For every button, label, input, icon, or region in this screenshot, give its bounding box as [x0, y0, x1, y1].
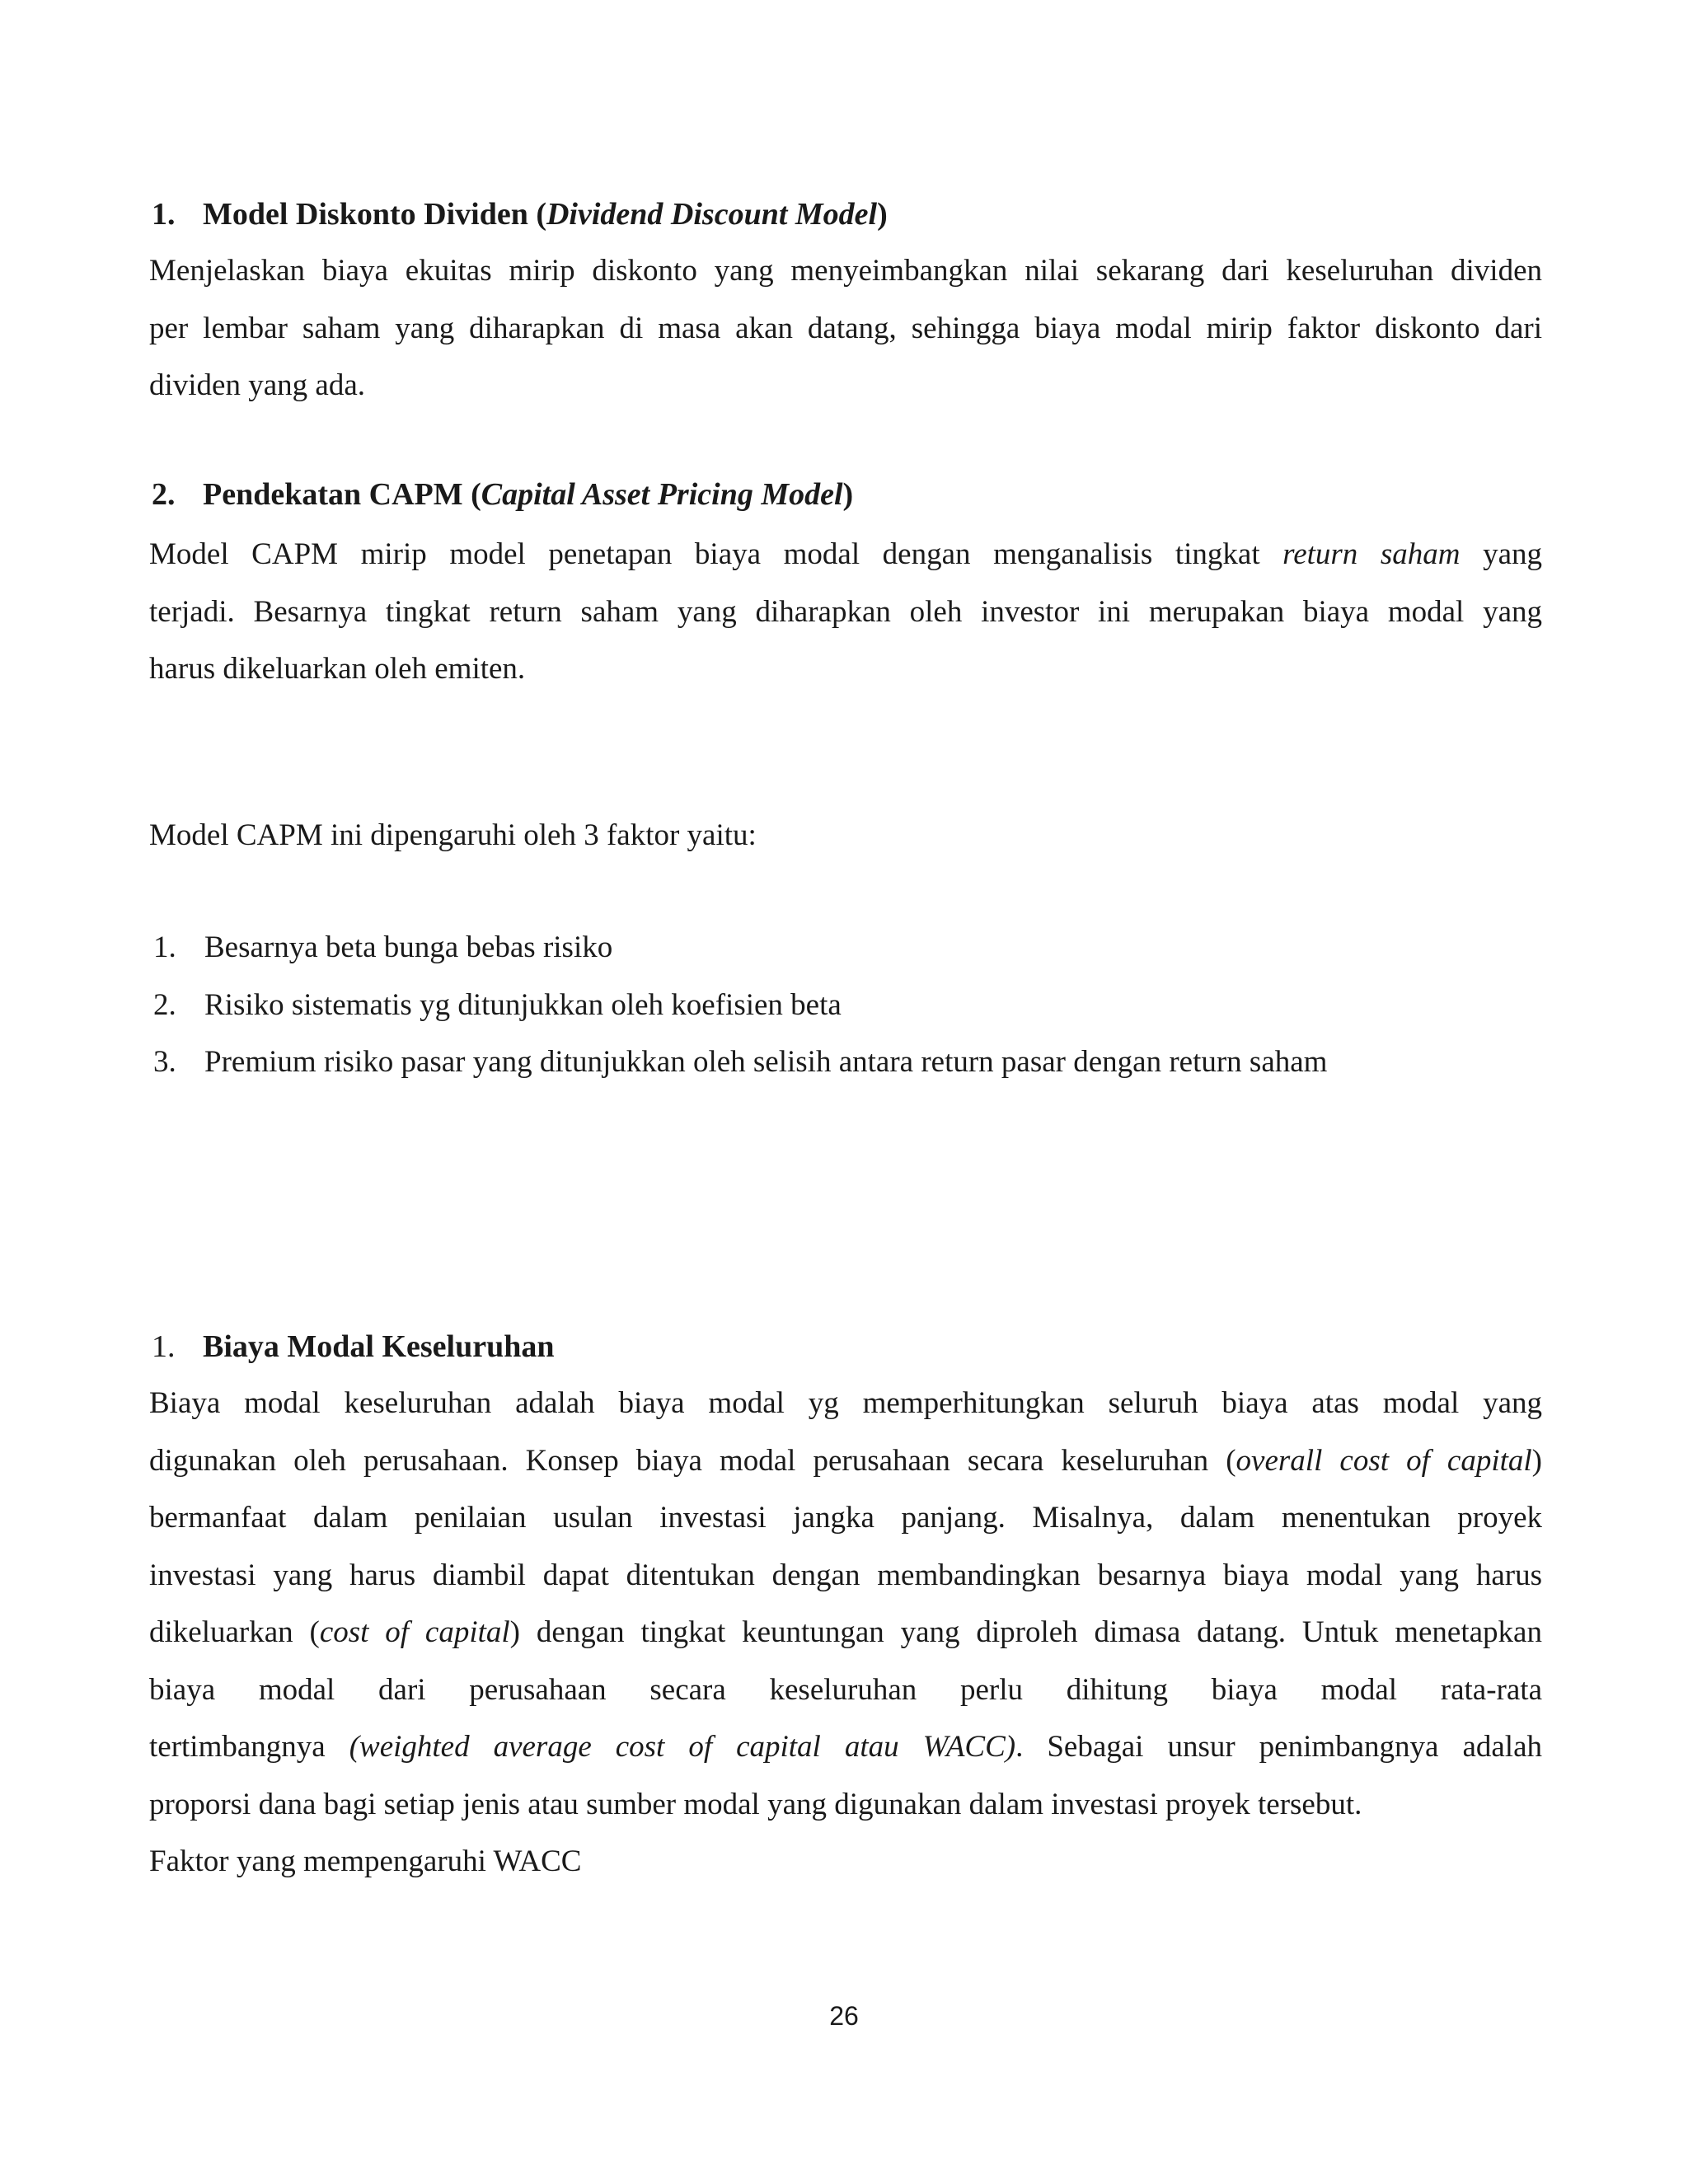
text-run: Model CAPM mirip model penetapan biaya modal dengan menganalisis tingkat	[149, 537, 1283, 571]
paragraph-line: terjadi. Besarnya tingkat return saham yang diharapkan oleh investor ini merupakan biaya modal yang	[149, 594, 1542, 629]
paragraph-line: per lembar saham yang diharapkan di masa akan datang, sehingga biaya modal mirip faktor diskonto dari	[149, 311, 1542, 345]
heading-number: 1.	[152, 1329, 176, 1364]
paragraph-line	[149, 1604, 1542, 1661]
page-number: 26	[829, 2001, 859, 2031]
italic-run: cost of capital	[319, 1615, 510, 1649]
factors-intro: Model CAPM ini dipengaruhi oleh 3 faktor yaitu:	[149, 818, 757, 852]
italic-run: return saham	[1282, 537, 1461, 571]
heading-title: Biaya Modal Keseluruhan	[203, 1329, 555, 1364]
heading-title-suffix: )	[877, 197, 888, 232]
section-heading-overall-cost	[152, 1329, 555, 1365]
paragraph-line	[149, 1432, 1542, 1490]
paragraph-line	[149, 526, 1542, 583]
paragraph-line: biaya modal dari perusahaan secara keseluruhan perlu dihitung biaya modal rata-rata	[149, 1672, 1542, 1707]
list-text: Risiko sistematis yg ditunjukkan oleh koefisien beta	[204, 988, 842, 1022]
paragraph-line: investasi yang harus diambil dapat ditentukan dengan membandingkan besarnya biaya modal yang harus	[149, 1558, 1542, 1592]
heading-number: 1.	[152, 197, 176, 232]
text-run: yang	[1460, 537, 1542, 571]
paragraph-line: bermanfaat dalam penilaian usulan investasi jangka panjang. Misalnya, dalam menentukan proyek	[149, 1501, 1542, 1535]
heading-title-prefix: Model Diskonto Dividen (	[203, 197, 546, 232]
heading-title-italic: Capital Asset Pricing Model	[481, 477, 843, 512]
heading-number: 2.	[152, 477, 176, 512]
text-run: )	[1531, 1443, 1542, 1478]
paragraph-line: Biaya modal keseluruhan adalah biaya modal yg memperhitungkan seluruh biaya atas modal yang	[149, 1386, 1542, 1420]
list-number: 1.	[153, 930, 176, 964]
list-number: 3.	[153, 1045, 176, 1079]
paragraph-line: Menjelaskan biaya ekuitas mirip diskonto yang menyeimbangkan nilai sekarang dari keseluruhan dividen	[149, 254, 1542, 288]
heading-title-italic: Dividend Discount Model	[546, 197, 878, 232]
paragraph-overall-cost	[149, 1375, 1542, 1891]
text-run: ) dengan tingkat keuntungan yang diproleh dimasa datang. Untuk menetapkan	[509, 1615, 1542, 1649]
section-heading-capm	[152, 476, 853, 513]
text-run: digunakan oleh perusahaan. Konsep biaya modal perusahaan secara keseluruhan (	[149, 1443, 1236, 1478]
heading-title-suffix: )	[842, 477, 854, 512]
list-text: Besarnya beta bunga bebas risiko	[204, 930, 613, 964]
paragraph-line: Faktor yang mempengaruhi WACC	[149, 1844, 582, 1878]
text-run: tertimbangnya	[149, 1730, 349, 1764]
italic-run: overall cost of capital	[1236, 1443, 1532, 1478]
text-run: . Sebagai unsur penimbangnya adalah	[1015, 1730, 1543, 1764]
paragraph-line: harus dikeluarkan oleh emiten.	[149, 652, 526, 686]
factor-list-item	[153, 930, 612, 965]
paragraph-dividend-discount	[149, 242, 1542, 415]
paragraph-capm	[149, 526, 1542, 698]
heading-title-prefix: Pendekatan CAPM (	[203, 477, 481, 512]
paragraph-line: dividen yang ada.	[149, 368, 365, 402]
list-text: Premium risiko pasar yang ditunjukkan oleh selisih antara return pasar dengan return saham	[204, 1045, 1328, 1079]
text-run: dikeluarkan (	[149, 1615, 320, 1649]
paragraph-line: proporsi dana bagi setiap jenis atau sumber modal yang digunakan dalam investasi proyek tersebut.	[149, 1787, 1362, 1821]
list-number: 2.	[153, 988, 176, 1022]
section-heading-dividend-discount-model	[152, 196, 888, 232]
factor-list-item	[153, 987, 842, 1023]
factor-list-item	[153, 1044, 1327, 1080]
italic-run: (weighted average cost of capital atau WACC)	[349, 1730, 1016, 1764]
paragraph-line	[149, 1718, 1542, 1776]
